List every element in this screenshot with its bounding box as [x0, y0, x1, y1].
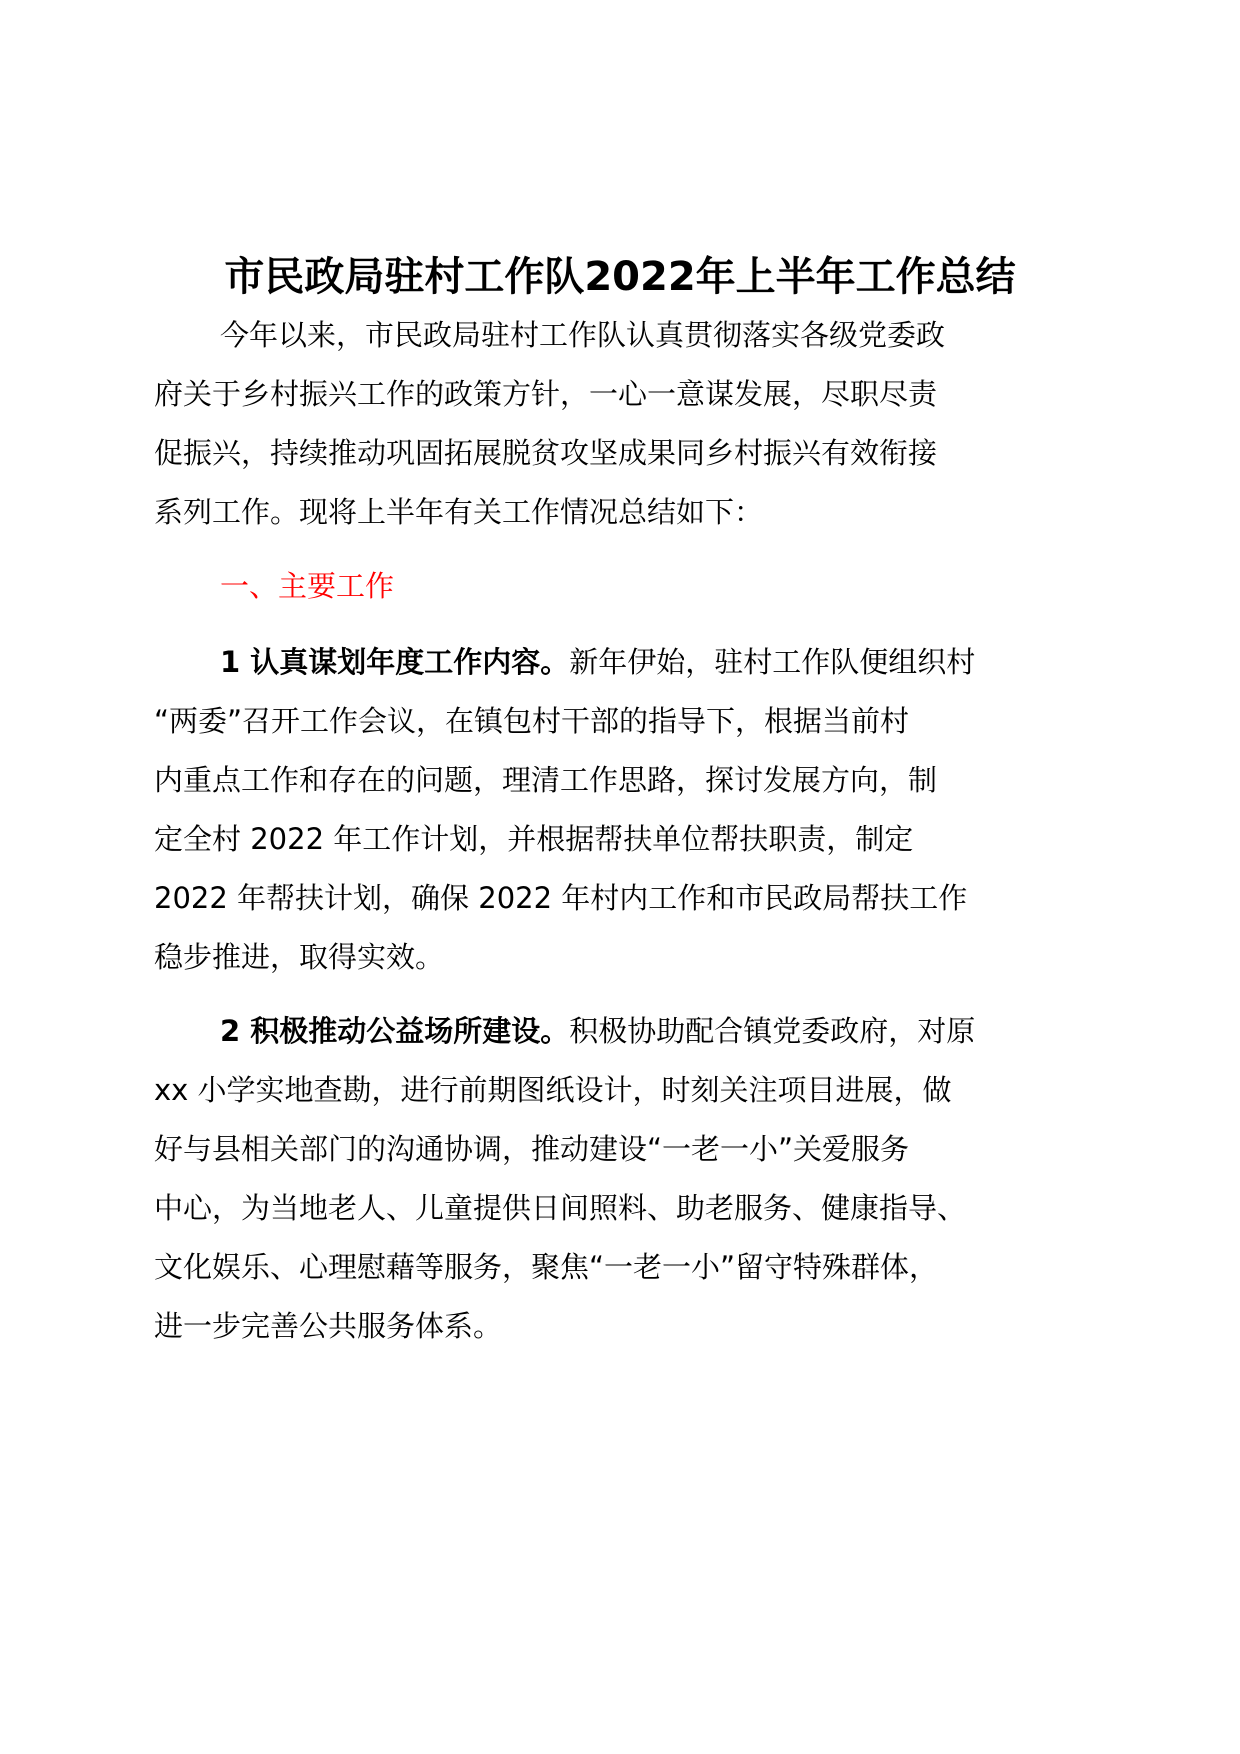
- item-2-line-5: 文化娱乐、心理慰藉等服务，聚焦“一老一小”留守特殊群体，: [154, 1250, 939, 1284]
- item-2-line-2: xx 小学实地查勘，进行前期图纸设计，时刻关注项目进展，做: [154, 1073, 952, 1107]
- item-2-line-4: 中心，为当地老人、儿童提供日间照料、助老服务、健康指导、: [154, 1191, 967, 1225]
- intro-line-4: 系列工作。现将上半年有关工作情况总结如下：: [154, 495, 764, 529]
- section-heading-main-work: 一、主要工作: [220, 569, 395, 603]
- intro-line-2: 府关于乡村振兴工作的政策方针，一心一意谋发展，尽职尽责: [154, 377, 938, 411]
- document-title: 市民政局驻村工作队2022年上半年工作总结: [224, 254, 1016, 300]
- item-1-first-line: [220, 642, 975, 682]
- item-1-line-6: 稳步推进，取得实效。: [154, 940, 445, 974]
- item-1-line-4: 定全村 2022 年工作计划，并根据帮扶单位帮扶职责，制定: [154, 822, 914, 856]
- item-1-first-line-rest: 新年伊始，驻村工作队便组织村: [569, 645, 976, 679]
- item-2-first-line-rest: 积极协助配合镇党委政府，对原: [569, 1014, 976, 1048]
- item-1-lead: 1 认真谋划年度工作内容。: [220, 645, 570, 679]
- item-2-lead: 2 积极推动公益场所建设。: [220, 1014, 570, 1048]
- item-1-line-3: 内重点工作和存在的问题，理清工作思路，探讨发展方向，制: [154, 763, 938, 797]
- item-1-line-5: 2022 年帮扶计划，确保 2022 年村内工作和市民政局帮扶工作: [154, 881, 968, 915]
- item-2-line-3: 好与县相关部门的沟通协调，推动建设“一老一小”关爱服务: [154, 1132, 910, 1166]
- item-1-line-2: “两委”召开工作会议，在镇包村干部的指导下，根据当前村: [154, 704, 910, 738]
- intro-line-1: 今年以来，市民政局驻村工作队认真贯彻落实各级党委政: [220, 318, 946, 352]
- item-2-first-line: [220, 1011, 975, 1051]
- intro-line-3: 促振兴，持续推动巩固拓展脱贫攻坚成果同乡村振兴有效衔接: [154, 436, 938, 470]
- item-2-line-6: 进一步完善公共服务体系。: [154, 1309, 503, 1343]
